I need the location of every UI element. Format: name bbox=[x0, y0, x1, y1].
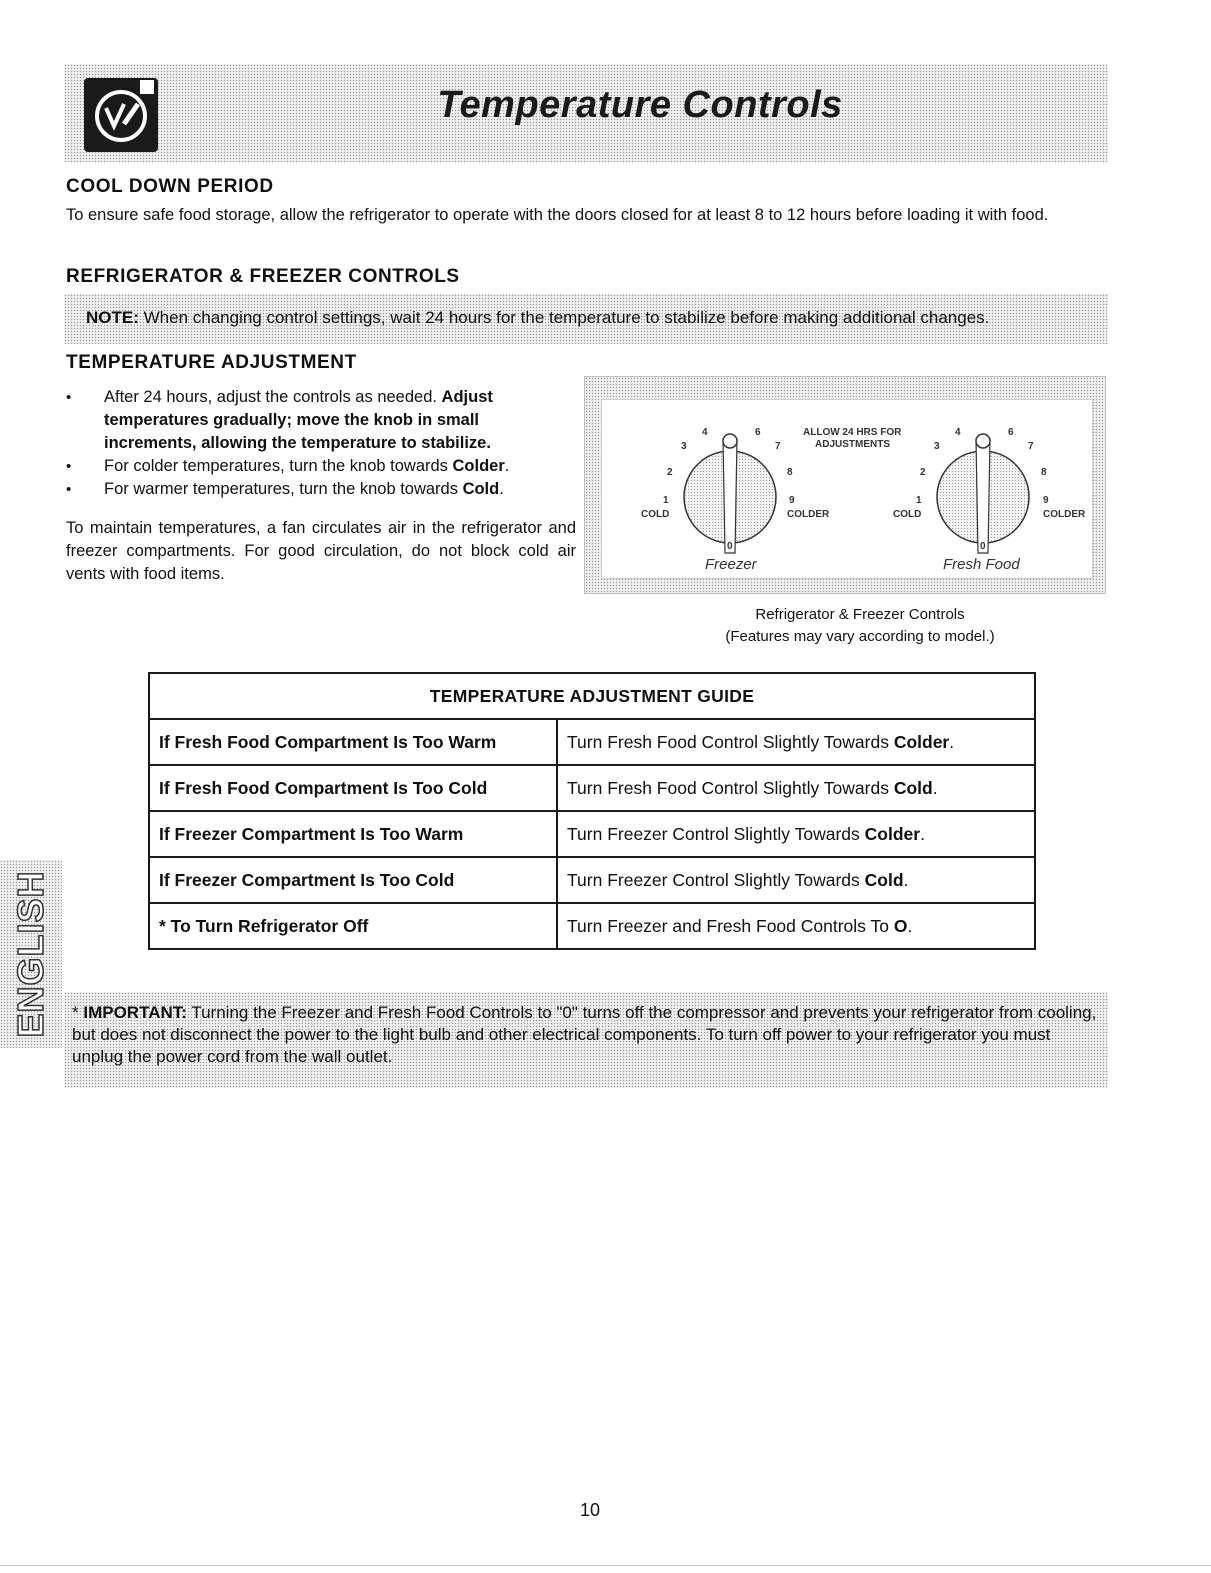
thermometer-dial-icon bbox=[84, 78, 158, 152]
bullet2-bold: Colder bbox=[452, 457, 505, 475]
row-condition: If Freezer Compartment Is Too Warm bbox=[149, 811, 557, 857]
row-action-text: Turn Fresh Food Control Slightly Towards bbox=[567, 731, 894, 752]
row-action-text: Turn Fresh Food Control Slightly Towards bbox=[567, 777, 894, 798]
row-action-text: Turn Freezer Control Slightly Towards bbox=[567, 823, 865, 844]
bullet2-text: For colder temperatures, turn the knob towards bbox=[104, 457, 453, 475]
fresh-food-dial-number-1: 1 bbox=[916, 495, 922, 506]
row-action-end: . bbox=[932, 777, 938, 798]
controls-illustration bbox=[584, 376, 1106, 594]
table-row bbox=[149, 719, 1035, 765]
page-number: 10 bbox=[579, 1500, 601, 1520]
figure-caption-note: (Features may vary according to model.) bbox=[725, 628, 995, 645]
row-action-bold: Colder bbox=[893, 731, 950, 752]
freezer-colder-label: COLDER bbox=[787, 509, 830, 520]
freezer-dial-number-0: 0 bbox=[727, 541, 733, 552]
freezer-dial-number-7: 7 bbox=[775, 441, 781, 452]
important-body: Turning the Freezer and Fresh Food Controls to "0" turns off the compressor and prevents your refrigerator from cooling, but does not disconnect the power to the light bulb and other electrical components. To turn off power to your refrigerator you must unplug the power cord from the wall outlet. bbox=[72, 1003, 1097, 1066]
cool-down-text: To ensure safe food storage, allow the refrigerator to operate with the doors closed for at least 8 to 12 hours before loading it with food. bbox=[66, 206, 1049, 224]
fresh-food-dial-number-9: 9 bbox=[1043, 495, 1049, 506]
freezer-dial-number-9: 9 bbox=[789, 495, 795, 506]
row-action-bold: Colder bbox=[864, 823, 921, 844]
row-action-text: Turn Freezer and Fresh Food Controls To bbox=[567, 915, 894, 936]
bullet3-bold: Cold bbox=[462, 480, 500, 498]
fan-circulation-text: To maintain temperatures, a fan circulates air in the refrigerator and freezer compartments. For good circulation, do not block cold air vents with food items. bbox=[66, 519, 576, 583]
row-action bbox=[557, 811, 1035, 857]
row-action bbox=[557, 857, 1035, 903]
note-text bbox=[86, 308, 1106, 328]
note-label: NOTE: bbox=[86, 308, 139, 327]
row-action-text: Turn Freezer Control Slightly Towards bbox=[567, 869, 865, 890]
fresh-food-colder-label: COLDER bbox=[1043, 509, 1086, 520]
important-label: IMPORTANT: bbox=[83, 1003, 187, 1022]
freezer-dial-number-2: 2 bbox=[667, 467, 673, 478]
bottom-divider bbox=[0, 1565, 1211, 1566]
freezer-dial-number-6: 6 bbox=[755, 427, 761, 438]
freezer-dial-number-8: 8 bbox=[787, 467, 793, 478]
table-header-row bbox=[149, 673, 1035, 719]
fresh-food-dial-number-8: 8 bbox=[1041, 467, 1047, 478]
freezer-dial-number-4: 4 bbox=[702, 427, 708, 438]
fresh-food-dial-number-3: 3 bbox=[934, 441, 940, 452]
row-action-end: . bbox=[949, 731, 955, 752]
bullet1-bold: Adjust temperatures gradually; move the knob in small increments, allowing the temperature to stabilize. bbox=[104, 388, 493, 452]
bullet-colder bbox=[66, 455, 576, 478]
important-asterisk: * bbox=[72, 1003, 79, 1022]
freezer-dial-number-3: 3 bbox=[681, 441, 687, 452]
cool-down-heading: COOL DOWN PERIOD bbox=[66, 176, 274, 197]
row-condition: * To Turn Refrigerator Off bbox=[149, 903, 557, 949]
row-condition: If Freezer Compartment Is Too Cold bbox=[149, 857, 557, 903]
fresh-food-dial-number-0: 0 bbox=[980, 541, 986, 552]
freezer-label: Freezer bbox=[705, 556, 757, 573]
language-tab-label: ENGLISH bbox=[10, 870, 51, 1038]
table-row bbox=[149, 765, 1035, 811]
row-action bbox=[557, 719, 1035, 765]
bullet2-period: . bbox=[504, 457, 510, 475]
bullet1-text: After 24 hours, adjust the controls as needed. bbox=[104, 388, 442, 406]
important-notice bbox=[72, 1002, 1100, 1068]
row-action-end: . bbox=[903, 869, 909, 890]
row-action-end: . bbox=[907, 915, 913, 936]
bullet-adjust-gradually bbox=[66, 386, 576, 455]
fresh-food-label: Fresh Food bbox=[943, 556, 1020, 573]
table-title: TEMPERATURE ADJUSTMENT GUIDE bbox=[149, 673, 1035, 719]
fresh-food-dial-number-4: 4 bbox=[955, 427, 961, 438]
fresh-food-dial-number-6: 6 bbox=[1008, 427, 1014, 438]
table-row bbox=[149, 811, 1035, 857]
note-body: When changing control settings, wait 24 hours for the temperature to stabilize before making additional changes. bbox=[138, 308, 990, 327]
row-condition: If Fresh Food Compartment Is Too Cold bbox=[149, 765, 557, 811]
fresh-food-dial[interactable] bbox=[937, 434, 1029, 553]
page-title: Temperature Controls bbox=[437, 84, 843, 126]
table-row bbox=[149, 903, 1035, 949]
table-row bbox=[149, 857, 1035, 903]
bullet-warmer bbox=[66, 478, 576, 501]
language-side-tab bbox=[0, 860, 62, 1048]
bullet3-period: . bbox=[499, 480, 504, 498]
fresh-food-dial-number-7: 7 bbox=[1028, 441, 1034, 452]
adjustment-heading: TEMPERATURE ADJUSTMENT bbox=[66, 352, 357, 373]
row-action-bold: Cold bbox=[864, 869, 904, 890]
row-action bbox=[557, 903, 1035, 949]
fresh-food-dial-number-2: 2 bbox=[920, 467, 926, 478]
adjustment-bullets bbox=[66, 386, 576, 501]
freezer-cold-label: COLD bbox=[641, 509, 670, 520]
row-condition: If Fresh Food Compartment Is Too Warm bbox=[149, 719, 557, 765]
row-action-bold: Cold bbox=[893, 777, 933, 798]
controls-heading: REFRIGERATOR & FREEZER CONTROLS bbox=[66, 266, 460, 287]
row-action-end: . bbox=[920, 823, 925, 844]
row-action-bold: O bbox=[893, 915, 908, 936]
freezer-dial[interactable] bbox=[684, 434, 776, 553]
allow-24-hrs-notice: ALLOW 24 HRS FOR bbox=[803, 427, 902, 438]
adjustments-notice: ADJUSTMENTS bbox=[815, 439, 891, 450]
freezer-dial-number-1: 1 bbox=[663, 495, 669, 506]
row-action bbox=[557, 765, 1035, 811]
bullet3-text: For warmer temperatures, turn the knob towards bbox=[104, 480, 463, 498]
temperature-adjustment-guide-table bbox=[148, 672, 1036, 950]
fresh-food-cold-label: COLD bbox=[893, 509, 922, 520]
dials-graphic bbox=[585, 377, 1105, 593]
figure-caption: Refrigerator & Freezer Controls bbox=[755, 606, 965, 623]
